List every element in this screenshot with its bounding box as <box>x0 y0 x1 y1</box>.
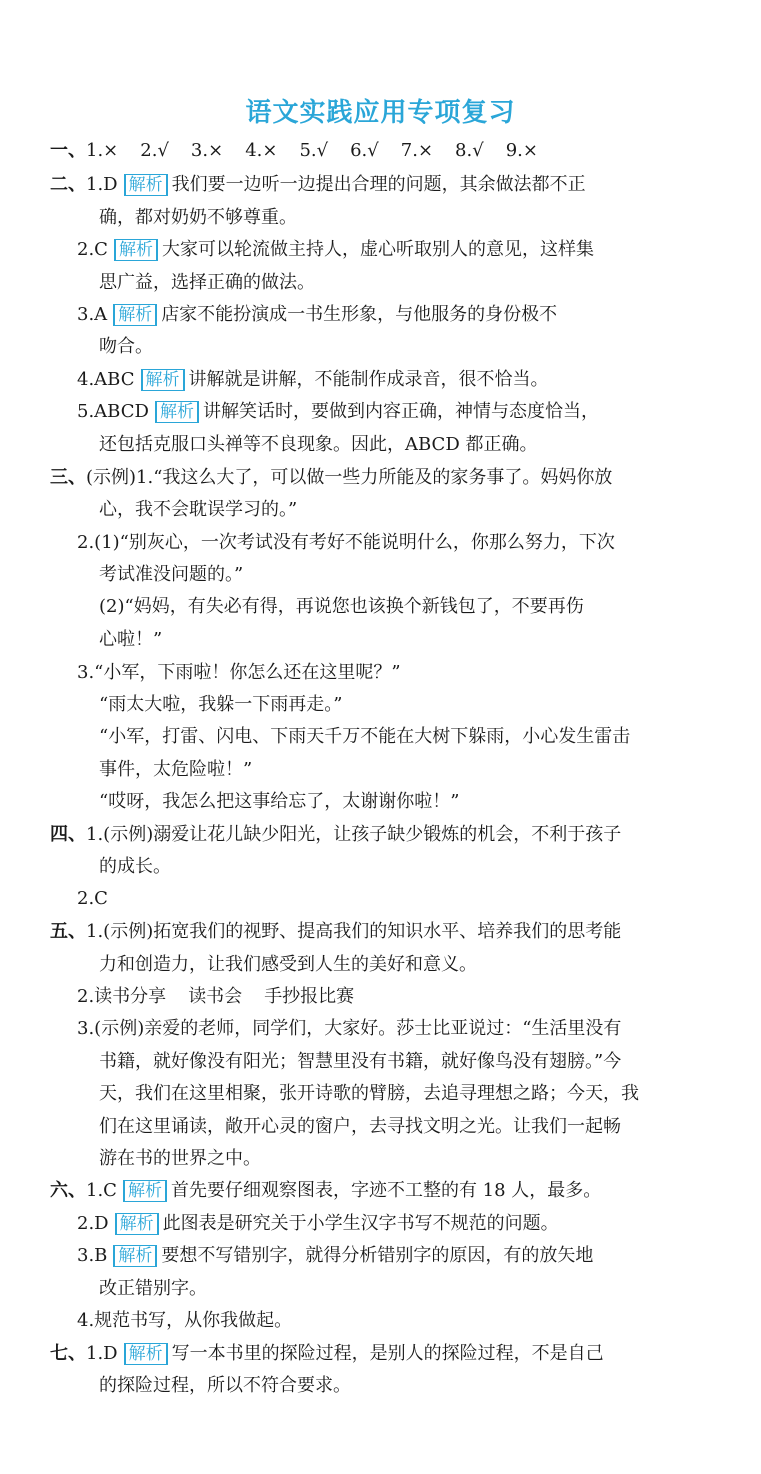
s1-answer: 6.√ <box>350 140 379 161</box>
s3-line <box>50 465 612 491</box>
answer-text: 事件，太危险啦！” <box>99 759 253 780</box>
section-6-heading: 六、 <box>50 1180 86 1201</box>
answer-text: 书籍，就好像没有阳光；智慧里没有书籍，就好像鸟没有翅膀。”今 <box>99 1051 622 1072</box>
answer-text: 游在书的世界之中。 <box>99 1148 261 1169</box>
s2-item-4 <box>77 367 549 393</box>
answer-text: 手抄报比赛 <box>264 986 355 1007</box>
answer-text: (示例)1.“我这么大了，可以做一些力所能及的家务事了。妈妈你放 <box>86 467 613 488</box>
section-4-heading: 四、 <box>50 824 86 845</box>
answer-number: 2.C <box>77 239 108 260</box>
explanation-text: 首先要仔细观察图表，字迹不工整的有 18 人，最多。 <box>170 1180 602 1201</box>
analysis-tag: 解析 <box>113 1245 157 1267</box>
s2-item-2 <box>77 237 594 263</box>
s1-answer: 1.× <box>86 140 119 161</box>
answer-text: 2.读书分享 <box>77 986 167 1007</box>
s1-answer: 2.√ <box>140 140 169 161</box>
answer-number: 1.D <box>86 1343 118 1364</box>
s4-line <box>50 822 621 848</box>
analysis-tag: 解析 <box>113 304 157 326</box>
section-5-heading: 五、 <box>50 921 86 942</box>
s1-answer: 9.× <box>505 140 538 161</box>
answer-text: 2.C <box>77 888 108 909</box>
answer-text: 4.规范书写，从你我做起。 <box>77 1310 293 1331</box>
section-1-heading: 一、 <box>50 140 86 161</box>
explanation-text: 还包括克服口头禅等不良现象。因此，ABCD 都正确。 <box>99 434 538 455</box>
answer-text: “小军，打雷、闪电、下雨天千万不能在大树下躲雨，小心发生雷击 <box>99 726 631 747</box>
explanation-text: 我们要一边听一边提出合理的问题，其余做法都不正 <box>171 174 586 195</box>
section-3-heading: 三、 <box>50 467 86 488</box>
answer-text: 2.(1)“别灰心，一次考试没有考好不能说明什么，你那么努力，下次 <box>77 532 615 553</box>
answer-text: 3.“小军，下雨啦！你怎么还在这里呢？” <box>77 662 401 683</box>
explanation-text: 确，都对奶奶不够尊重。 <box>99 207 297 228</box>
explanation-text: 要想不写错别字，就得分析错别字的原因，有的放矢地 <box>161 1245 594 1266</box>
answer-number: 1.C <box>86 1180 117 1201</box>
answer-text: 1.(示例)拓宽我们的视野、提高我们的知识水平、培养我们的思考能 <box>86 921 622 942</box>
answer-number: 5.ABCD <box>77 401 149 422</box>
s6-item-2 <box>77 1211 559 1237</box>
answer-text: 心啦！” <box>99 629 163 650</box>
explanation-text: 思广益，选择正确的做法。 <box>99 272 315 293</box>
answer-text: 1.(示例)溺爱让花儿缺少阳光，让孩子缺少锻炼的机会，不利于孩子 <box>86 824 622 845</box>
answer-number: 4.ABC <box>77 369 135 390</box>
answer-text: 读书会 <box>188 986 243 1007</box>
explanation-text: 店家不能扮演成一书生形象，与他服务的身份极不 <box>161 304 558 325</box>
analysis-tag: 解析 <box>115 1213 159 1235</box>
s2-item-3 <box>77 302 557 328</box>
page-title: 语文实践应用专项复习 <box>245 98 516 128</box>
analysis-tag: 解析 <box>155 401 199 423</box>
analysis-tag: 解析 <box>124 1343 168 1365</box>
answer-text: 3.(示例)亲爱的老师，同学们，大家好。莎士比亚说过：“生活里没有 <box>77 1018 622 1039</box>
s1-answer: 3.× <box>190 140 224 161</box>
explanation-text: 写一本书里的探险过程，是别人的探险过程，不是自己 <box>171 1343 604 1364</box>
s2-item-1 <box>50 172 586 198</box>
explanation-text: 此图表是研究关于小学生汉字书写不规范的问题。 <box>162 1213 559 1234</box>
answer-text: 们在这里诵读，敞开心灵的窗户，去寻找文明之光。让我们一起畅 <box>99 1116 621 1137</box>
explanation-text: 讲解笑话时，要做到内容正确，神情与态度恰当， <box>202 401 599 422</box>
section-2-heading: 二、 <box>50 174 86 195</box>
answer-number: 2.D <box>77 1213 109 1234</box>
analysis-tag: 解析 <box>124 174 168 196</box>
explanation-text: 的探险过程，所以不符合要求。 <box>99 1375 351 1396</box>
answer-text: (2)“妈妈，有失必有得，再说您也该换个新钱包了，不要再伤 <box>99 596 584 617</box>
s5-item-2 <box>77 984 354 1010</box>
answer-number: 1.D <box>86 174 118 195</box>
answer-text: 天，我们在这里相聚，张开诗歌的臂膀，去追寻理想之路；今天，我 <box>99 1083 639 1104</box>
answer-text: “雨太大啦，我躲一下雨再走。” <box>99 694 343 715</box>
analysis-tag: 解析 <box>123 1180 167 1202</box>
analysis-tag: 解析 <box>114 239 158 261</box>
section-7-heading: 七、 <box>50 1343 86 1364</box>
answer-text: 力和创造力，让我们感受到人生的美好和意义。 <box>99 954 477 975</box>
answer-number: 3.B <box>77 1245 108 1266</box>
s1-answer: 7.× <box>400 140 434 161</box>
s1-answer: 8.√ <box>455 140 484 161</box>
answer-text: 的成长。 <box>99 856 171 877</box>
explanation-text: 讲解就是讲解，不能制作成录音，很不恰当。 <box>188 369 549 390</box>
analysis-tag: 解析 <box>141 369 185 391</box>
s1-answer: 4.× <box>245 140 278 161</box>
explanation-text: 吻合。 <box>99 336 153 357</box>
s6-item-1 <box>50 1178 601 1204</box>
s2-item-5 <box>77 399 599 425</box>
s6-item-3 <box>77 1243 593 1269</box>
section-1 <box>50 138 538 164</box>
s5-line <box>50 919 621 945</box>
explanation-text: 改正错别字。 <box>99 1278 207 1299</box>
answer-text: 考试准没问题的。” <box>99 564 244 585</box>
explanation-text: 大家可以轮流做主持人，虚心听取别人的意见，这样集 <box>161 239 594 260</box>
answer-text: 心，我不会耽误学习的。” <box>99 499 298 520</box>
answer-text: “哎呀，我怎么把这事给忘了，太谢谢你啦！” <box>99 791 460 812</box>
s1-answer: 5.√ <box>299 140 329 161</box>
s7-item-1 <box>50 1341 604 1367</box>
answer-number: 3.A <box>77 304 108 325</box>
